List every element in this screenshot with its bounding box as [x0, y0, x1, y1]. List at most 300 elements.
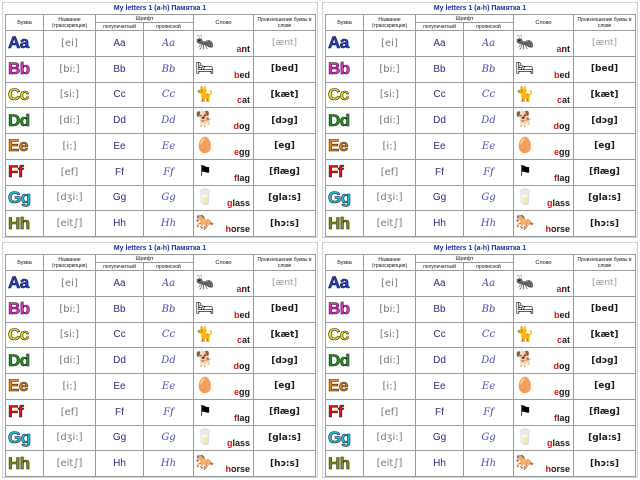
table-row	[326, 134, 636, 160]
header-letter: Буква	[6, 15, 44, 31]
pronunciation-cell: [gla:s]	[254, 425, 316, 451]
example-word	[557, 284, 571, 294]
word-cell	[194, 56, 254, 82]
word-first-letter: g	[546, 438, 553, 449]
letter-cell: Bb	[326, 56, 364, 82]
cursive-letter-cell: Aa	[144, 271, 194, 297]
word-rest: orse	[231, 224, 251, 234]
pronunciation-cell: [gla:s]	[574, 185, 636, 211]
transcription-cell: [si:]	[44, 322, 96, 348]
word-first-letter: e	[554, 146, 560, 157]
word-rest: lag	[237, 412, 251, 423]
word-rest: lag	[557, 172, 571, 183]
example-word	[226, 464, 251, 474]
example-word	[234, 121, 251, 131]
letter-cell: Dd	[6, 108, 44, 134]
bed-icon: 🛏	[515, 59, 535, 77]
word-cell	[514, 374, 574, 400]
table-row	[326, 211, 636, 237]
letter-cell: Dd	[326, 108, 364, 134]
letter-cell: Cc	[6, 322, 44, 348]
cursive-letter-cell: Dd	[144, 348, 194, 374]
pronunciation-cell: [gla:s]	[574, 425, 636, 451]
transcription-cell: [eit∫]	[364, 451, 416, 477]
header-cursive: прописной	[464, 263, 514, 271]
table-row	[6, 108, 316, 134]
horse-icon: 🐎	[195, 454, 215, 472]
print-letter-cell: Ff	[416, 399, 464, 425]
word-cell	[514, 56, 574, 82]
print-letter-cell: Ee	[96, 374, 144, 400]
print-letter-cell: Gg	[96, 185, 144, 211]
pronunciation-cell: [kæt]	[254, 82, 316, 108]
pronunciation-cell: [dɔg]	[254, 348, 316, 374]
pronunciation-cell: [eg]	[574, 374, 636, 400]
letters-table	[325, 14, 636, 237]
table-row	[326, 399, 636, 425]
cursive-letter-cell: Gg	[464, 185, 514, 211]
example-word	[557, 44, 571, 54]
header-pronunciation: Произношение буквы в слове	[254, 255, 316, 271]
header-font: Шрифт	[96, 15, 194, 23]
cursive-letter-cell: Dd	[464, 348, 514, 374]
word-cell	[194, 271, 254, 297]
letter-cell: Aa	[6, 31, 44, 57]
cursive-letter-cell: Bb	[144, 56, 194, 82]
word-cell	[514, 185, 574, 211]
table-row	[6, 374, 316, 400]
print-letter-cell: Hh	[96, 211, 144, 237]
print-letter-cell: Bb	[96, 296, 144, 322]
word-rest: lass	[232, 438, 251, 449]
ant-icon: 🐜	[195, 34, 215, 51]
table-row	[326, 31, 636, 57]
example-word	[554, 310, 570, 320]
example-word	[554, 147, 570, 157]
cat-icon: 🐈	[515, 85, 535, 103]
word-cell	[194, 399, 254, 425]
pronunciation-cell: [flæg]	[254, 399, 316, 425]
pronunciation-cell: [dɔg]	[574, 108, 636, 134]
transcription-cell: [di:]	[44, 108, 96, 134]
example-word	[227, 438, 250, 448]
cursive-letter-cell: Dd	[464, 108, 514, 134]
word-cell	[194, 134, 254, 160]
letter-cell: Hh	[6, 211, 44, 237]
word-first-letter: b	[554, 69, 560, 80]
card-title: My letters 1 (a-h) Памятка 1	[433, 245, 527, 252]
example-word	[226, 224, 251, 234]
pronunciation-cell: [bed]	[574, 56, 636, 82]
print-letter-cell: Dd	[96, 348, 144, 374]
egg-icon: 🥚	[195, 137, 215, 154]
letters-table	[5, 14, 316, 237]
word-first-letter: a	[236, 43, 242, 54]
word-rest: ed	[239, 309, 251, 320]
word-rest: lass	[232, 198, 251, 209]
example-word	[554, 361, 571, 371]
bed-icon: 🛏	[515, 299, 535, 317]
pronunciation-cell: [gla:s]	[254, 185, 316, 211]
letter-cell: Cc	[326, 82, 364, 108]
print-letter-cell: Ff	[96, 159, 144, 185]
word-first-letter: d	[233, 361, 240, 371]
word-cell	[514, 134, 574, 160]
ant-icon: 🐜	[195, 274, 215, 291]
header-word: Слово	[194, 255, 254, 271]
word-rest: og	[559, 121, 571, 131]
table-row	[6, 271, 316, 297]
transcription-cell: [di:]	[364, 108, 416, 134]
example-word	[227, 198, 250, 208]
example-word	[554, 413, 570, 423]
pronunciation-cell: [eg]	[254, 134, 316, 160]
example-word	[234, 173, 250, 183]
ant-icon: 🐜	[515, 274, 535, 291]
cursive-letter-cell: Hh	[144, 211, 194, 237]
example-word	[554, 173, 570, 183]
header-letter: Буква	[6, 255, 44, 271]
letter-cell: Aa	[326, 31, 364, 57]
table-row	[6, 296, 316, 322]
word-cell	[194, 451, 254, 477]
print-letter-cell: Ee	[416, 134, 464, 160]
cursive-letter-cell: Aa	[464, 271, 514, 297]
letter-cell: Hh	[326, 451, 364, 477]
word-first-letter: c	[236, 335, 242, 346]
word-first-letter: b	[234, 309, 240, 320]
cursive-letter-cell: Aa	[144, 31, 194, 57]
example-word	[547, 438, 570, 448]
letter-cell: Gg	[326, 425, 364, 451]
word-rest: ed	[559, 309, 571, 320]
word-cell	[514, 296, 574, 322]
word-rest: at	[242, 95, 251, 106]
table-row	[6, 31, 316, 57]
word-rest: lass	[552, 198, 571, 209]
cat-icon: 🐈	[195, 325, 215, 343]
example-word	[554, 121, 571, 131]
word-cell	[194, 211, 254, 237]
table-row	[6, 399, 316, 425]
header-cursive: прописной	[144, 263, 194, 271]
example-word	[234, 361, 251, 371]
glass-icon: 🥛	[515, 428, 535, 446]
transcription-cell: [si:]	[44, 82, 96, 108]
header-name: Название (транскрипция)	[364, 15, 416, 31]
pronunciation-cell: [kæt]	[574, 322, 636, 348]
transcription-cell: [dʒi:]	[364, 185, 416, 211]
dog-icon: 🐕	[515, 111, 535, 129]
word-rest: lag	[237, 172, 251, 183]
print-letter-cell: Aa	[96, 271, 144, 297]
letter-cell: Dd	[326, 348, 364, 374]
cursive-letter-cell: Ee	[464, 374, 514, 400]
table-row	[6, 56, 316, 82]
print-letter-cell: Ff	[416, 159, 464, 185]
word-first-letter: h	[225, 224, 231, 234]
print-letter-cell: Hh	[96, 451, 144, 477]
example-word	[237, 95, 250, 105]
cursive-letter-cell: Cc	[144, 322, 194, 348]
horse-icon: 🐎	[515, 454, 535, 472]
word-first-letter: f	[554, 172, 557, 183]
pronunciation-cell: [bed]	[254, 56, 316, 82]
letter-cell: Gg	[326, 185, 364, 211]
pronunciation-cell: [hɔ:s]	[254, 211, 316, 237]
egg-icon: 🥚	[515, 137, 535, 154]
transcription-cell: [di:]	[364, 348, 416, 374]
table-row	[326, 374, 636, 400]
word-rest: orse	[231, 464, 251, 474]
card-title: My letters 1 (a-h) Памятка 1	[113, 5, 207, 12]
letter-cell: Dd	[6, 348, 44, 374]
cursive-letter-cell: Bb	[464, 296, 514, 322]
print-letter-cell: Cc	[416, 322, 464, 348]
example-word	[237, 284, 251, 294]
glass-icon: 🥛	[195, 188, 215, 206]
word-rest: at	[242, 335, 251, 346]
word-first-letter: f	[554, 412, 557, 423]
egg-icon: 🥚	[195, 377, 215, 394]
header-font: Шрифт	[416, 255, 514, 263]
cursive-letter-cell: Ff	[144, 159, 194, 185]
word-cell	[194, 185, 254, 211]
table-row	[326, 348, 636, 374]
example-word	[234, 387, 250, 397]
header-name: Название (транскрипция)	[44, 15, 96, 31]
pronunciation-cell: [ænt]	[574, 31, 636, 57]
cursive-letter-cell: Cc	[144, 82, 194, 108]
cursive-letter-cell: Hh	[464, 211, 514, 237]
word-first-letter: h	[225, 464, 231, 474]
word-cell	[514, 108, 574, 134]
word-cell	[194, 296, 254, 322]
transcription-cell: [ef]	[364, 399, 416, 425]
transcription-cell: [i:]	[44, 374, 96, 400]
header-semi-print: полупечатный	[96, 23, 144, 31]
word-first-letter: d	[553, 121, 560, 131]
example-word	[237, 44, 251, 54]
bed-icon: 🛏	[195, 59, 215, 77]
print-letter-cell: Aa	[96, 31, 144, 57]
word-cell	[514, 31, 574, 57]
table-row	[326, 271, 636, 297]
letter-cell: Ff	[326, 399, 364, 425]
transcription-cell: [ei]	[364, 31, 416, 57]
letter-cell: Gg	[6, 185, 44, 211]
word-first-letter: h	[545, 464, 551, 474]
word-cell	[514, 451, 574, 477]
word-cell	[514, 348, 574, 374]
cursive-letter-cell: Gg	[144, 425, 194, 451]
transcription-cell: [si:]	[364, 322, 416, 348]
word-first-letter: e	[234, 146, 240, 157]
transcription-cell: [bi:]	[44, 56, 96, 82]
table-row	[6, 425, 316, 451]
memo-card-bottom-right	[322, 242, 638, 478]
dog-icon: 🐕	[515, 351, 535, 369]
word-first-letter: a	[556, 283, 562, 294]
word-rest: orse	[551, 224, 571, 234]
pronunciation-cell: [eg]	[254, 374, 316, 400]
word-first-letter: c	[236, 95, 242, 106]
cursive-letter-cell: Cc	[464, 82, 514, 108]
transcription-cell: [ei]	[44, 271, 96, 297]
pronunciation-cell: [eg]	[574, 134, 636, 160]
letter-cell: Ff	[6, 399, 44, 425]
word-rest: gg	[559, 386, 571, 397]
transcription-cell: [si:]	[364, 82, 416, 108]
example-word	[234, 310, 250, 320]
print-letter-cell: Dd	[416, 108, 464, 134]
letter-cell: Bb	[6, 56, 44, 82]
word-first-letter: c	[556, 335, 562, 346]
letter-cell: Ff	[326, 159, 364, 185]
ant-icon: 🐜	[515, 34, 535, 51]
word-first-letter: b	[234, 69, 240, 80]
transcription-cell: [eit∫]	[44, 211, 96, 237]
glass-icon: 🥛	[195, 428, 215, 446]
print-letter-cell: Hh	[416, 211, 464, 237]
pronunciation-cell: [flæg]	[254, 159, 316, 185]
transcription-cell: [ei]	[364, 271, 416, 297]
header-semi-print: полупечатный	[416, 23, 464, 31]
print-letter-cell: Ee	[96, 134, 144, 160]
header-font: Шрифт	[416, 15, 514, 23]
transcription-cell: [bi:]	[364, 56, 416, 82]
header-word: Слово	[194, 15, 254, 31]
letter-cell: Bb	[326, 296, 364, 322]
header-pronunciation: Произношение буквы в слове	[574, 255, 636, 271]
pronunciation-cell: [ænt]	[254, 271, 316, 297]
print-letter-cell: Bb	[416, 296, 464, 322]
word-cell	[514, 159, 574, 185]
memo-card-top-right	[322, 2, 638, 238]
letter-cell: Cc	[326, 322, 364, 348]
table-row	[326, 82, 636, 108]
letter-cell: Ee	[326, 374, 364, 400]
letter-cell: Aa	[6, 271, 44, 297]
letter-cell: Gg	[6, 425, 44, 451]
header-word: Слово	[514, 15, 574, 31]
cursive-letter-cell: Hh	[144, 451, 194, 477]
table-row	[6, 451, 316, 477]
example-word	[557, 335, 570, 345]
letter-cell: Hh	[326, 211, 364, 237]
word-rest: og	[239, 361, 251, 371]
print-letter-cell: Bb	[416, 56, 464, 82]
egg-icon: 🥚	[515, 377, 535, 394]
cursive-letter-cell: Ff	[144, 399, 194, 425]
cursive-letter-cell: Gg	[464, 425, 514, 451]
word-rest: nt	[561, 43, 571, 54]
example-word	[547, 198, 570, 208]
word-rest: nt	[561, 283, 571, 294]
flag-icon: ⚑	[518, 162, 532, 180]
card-title: My letters 1 (a-h) Памятка 1	[433, 5, 527, 12]
word-rest: og	[239, 121, 251, 131]
cursive-letter-cell: Bb	[144, 296, 194, 322]
header-pronunciation: Произношение буквы в слове	[254, 15, 316, 31]
letter-cell: Ee	[326, 134, 364, 160]
word-rest: nt	[241, 283, 251, 294]
pronunciation-cell: [dɔg]	[254, 108, 316, 134]
print-letter-cell: Cc	[416, 82, 464, 108]
example-word	[234, 70, 250, 80]
dog-icon: 🐕	[195, 351, 215, 369]
bed-icon: 🛏	[195, 299, 215, 317]
print-letter-cell: Ff	[96, 399, 144, 425]
word-first-letter: g	[546, 198, 553, 209]
header-letter: Буква	[326, 15, 364, 31]
table-row	[6, 185, 316, 211]
cursive-letter-cell: Ff	[464, 159, 514, 185]
table-row	[6, 348, 316, 374]
pronunciation-cell: [bed]	[254, 296, 316, 322]
print-letter-cell: Aa	[416, 271, 464, 297]
word-rest: ed	[559, 69, 571, 80]
example-word	[546, 464, 571, 474]
table-row	[6, 82, 316, 108]
word-first-letter: h	[545, 224, 551, 234]
letter-cell: Ff	[6, 159, 44, 185]
word-rest: ed	[239, 69, 251, 80]
word-rest: gg	[559, 146, 571, 157]
word-cell	[194, 31, 254, 57]
header-name: Название (транскрипция)	[364, 255, 416, 271]
table-row	[6, 211, 316, 237]
cursive-letter-cell: Ee	[144, 374, 194, 400]
cursive-letter-cell: Dd	[144, 108, 194, 134]
table-row	[6, 322, 316, 348]
word-rest: at	[562, 95, 571, 106]
table-row	[326, 159, 636, 185]
print-letter-cell: Aa	[416, 31, 464, 57]
word-first-letter: a	[556, 43, 562, 54]
example-word	[554, 387, 570, 397]
letter-cell: Cc	[6, 82, 44, 108]
word-rest: gg	[239, 386, 251, 397]
table-row	[326, 56, 636, 82]
word-cell	[194, 348, 254, 374]
pronunciation-cell: [kæt]	[254, 322, 316, 348]
word-cell	[514, 399, 574, 425]
word-first-letter: f	[234, 172, 237, 183]
table-row	[326, 296, 636, 322]
header-cursive: прописной	[464, 23, 514, 31]
example-word	[237, 335, 250, 345]
cursive-letter-cell: Bb	[464, 56, 514, 82]
memo-card-bottom-left	[2, 242, 318, 478]
table-row	[326, 108, 636, 134]
pronunciation-cell: [hɔ:s]	[574, 211, 636, 237]
word-first-letter: d	[233, 121, 240, 131]
table-row	[6, 159, 316, 185]
letter-cell: Aa	[326, 271, 364, 297]
word-rest: at	[562, 335, 571, 346]
print-letter-cell: Gg	[96, 425, 144, 451]
pronunciation-cell: [hɔ:s]	[574, 451, 636, 477]
word-rest: nt	[241, 43, 251, 54]
table-row	[326, 425, 636, 451]
pronunciation-cell: [bed]	[574, 296, 636, 322]
horse-icon: 🐎	[195, 214, 215, 232]
transcription-cell: [ef]	[44, 399, 96, 425]
word-cell	[514, 271, 574, 297]
cat-icon: 🐈	[195, 85, 215, 103]
print-letter-cell: Dd	[96, 108, 144, 134]
